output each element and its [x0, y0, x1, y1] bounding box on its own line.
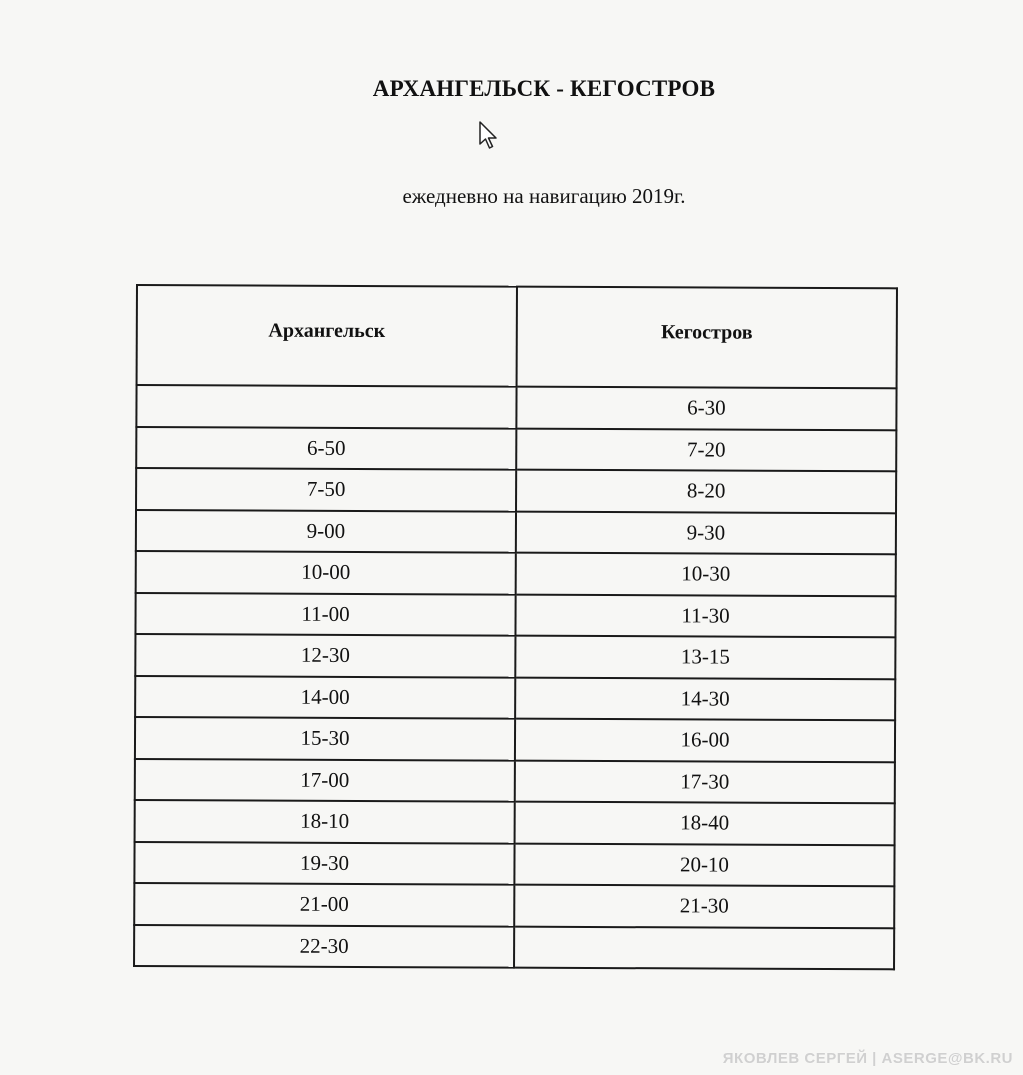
schedule-table	[133, 284, 898, 970]
departure-kegostrov-cell: 16-00	[515, 719, 895, 762]
table-row	[135, 634, 895, 679]
departure-arkhangelsk-cell: 6-50	[136, 427, 516, 470]
departure-kegostrov-cell: 11-30	[515, 594, 895, 637]
departure-kegostrov-cell: 13-15	[515, 636, 895, 679]
departure-arkhangelsk-cell: 12-30	[135, 634, 515, 677]
departure-arkhangelsk-cell: 15-30	[135, 717, 515, 760]
table-row	[134, 883, 894, 928]
table-header-row	[137, 285, 897, 388]
table-row	[135, 758, 895, 803]
departure-kegostrov-cell: 9-30	[516, 511, 896, 554]
table-row	[135, 593, 895, 638]
departure-arkhangelsk-cell: 7-50	[136, 468, 516, 511]
departure-kegostrov-cell: 21-30	[514, 885, 894, 928]
table-row	[134, 841, 894, 886]
departure-kegostrov-cell: 7-20	[516, 428, 896, 471]
departure-kegostrov-cell: 17-30	[515, 760, 895, 803]
departure-arkhangelsk-cell: 10-00	[136, 551, 516, 594]
table-row	[136, 468, 896, 513]
departure-arkhangelsk-cell	[136, 385, 516, 428]
departure-kegostrov-cell: 10-30	[516, 553, 896, 596]
mouse-pointer-icon	[478, 120, 500, 152]
departure-kegostrov-cell: 14-30	[515, 677, 895, 720]
table-row	[136, 510, 896, 555]
table-row	[135, 717, 895, 762]
departure-kegostrov-cell: 18-40	[515, 802, 895, 845]
header-kegostrov: Кегостров	[517, 287, 897, 389]
table-row	[135, 676, 895, 721]
departure-arkhangelsk-cell: 19-30	[134, 841, 514, 884]
departure-kegostrov-cell: 20-10	[514, 843, 894, 886]
departure-arkhangelsk-cell: 18-10	[135, 800, 515, 843]
departure-arkhangelsk-cell: 17-00	[135, 758, 515, 801]
table-row	[136, 551, 896, 596]
departure-kegostrov-cell: 6-30	[516, 387, 896, 430]
table-row	[136, 385, 896, 430]
departure-kegostrov-cell: 8-20	[516, 470, 896, 513]
departure-arkhangelsk-cell: 21-00	[134, 883, 514, 926]
header-arkhangelsk: Архангельск	[137, 285, 517, 387]
departure-kegostrov-cell	[514, 926, 894, 969]
document-subtitle: ежедневно на навигацию 2019г.	[402, 184, 686, 208]
watermark: ЯКОВЛЕВ СЕРГЕЙ | ASERGE@BK.RU	[722, 1050, 1013, 1067]
document-title: АРХАНГЕЛЬСК - КЕГОСТРОВ	[372, 76, 716, 101]
table-row	[136, 427, 896, 472]
departure-arkhangelsk-cell: 9-00	[136, 510, 516, 553]
table-row	[134, 924, 894, 969]
departure-arkhangelsk-cell: 14-00	[135, 676, 515, 719]
schedule-body	[134, 385, 897, 969]
table-row	[135, 800, 895, 845]
departure-arkhangelsk-cell: 11-00	[135, 593, 515, 636]
departure-arkhangelsk-cell: 22-30	[134, 924, 514, 967]
